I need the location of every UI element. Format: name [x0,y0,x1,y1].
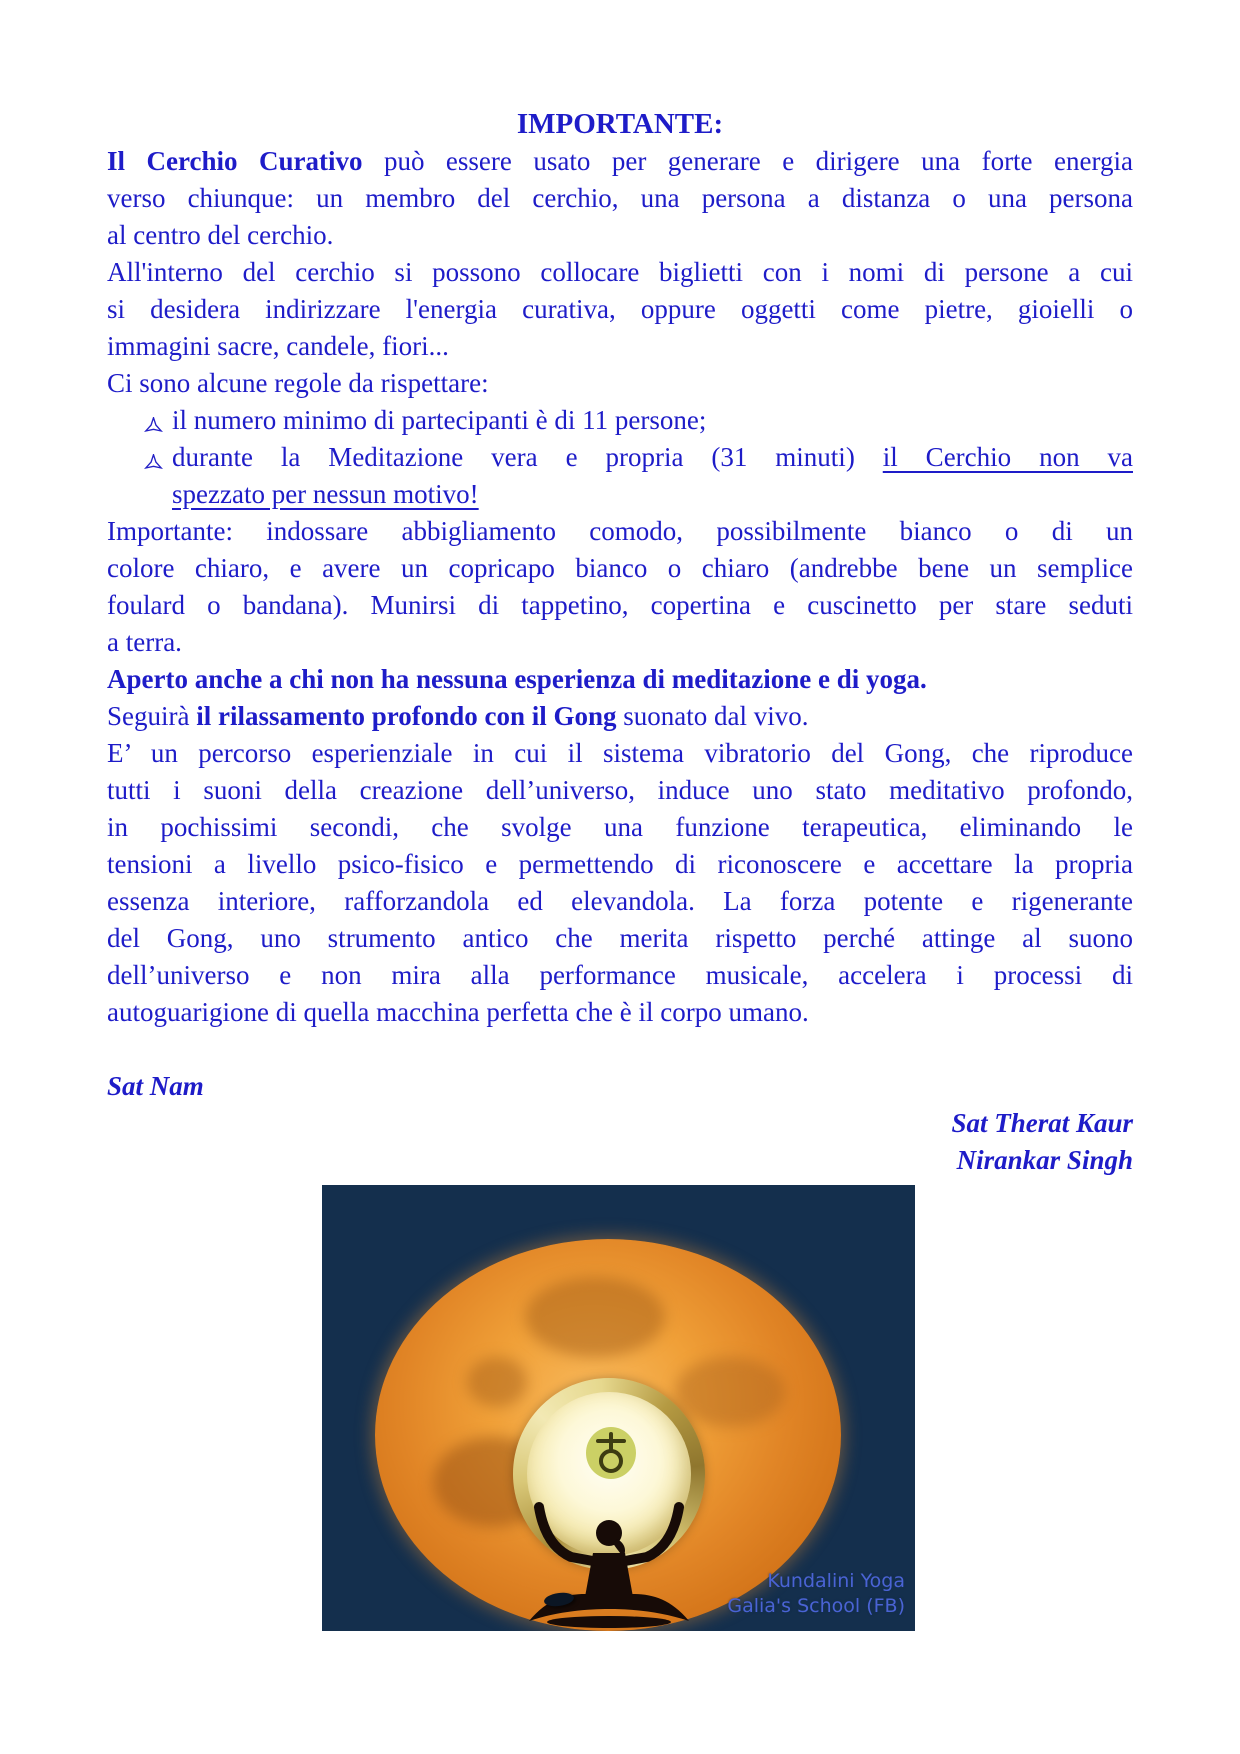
text-segment: tensioni a livello psico-fisico e permettendo di riconoscere e accettare la propria [107,849,1133,879]
text-segment: dell’universo e non mira alla performance musicale, accelera i processi di [107,960,1133,990]
moon-crater [467,1357,527,1407]
text-line [107,772,1133,809]
text-segment: del Gong, uno strumento antico che merita rispetto perché attinge al suono [107,923,1133,953]
text-line [107,476,1133,513]
text-segment: Sat Therat Kaur [951,1108,1133,1138]
text-segment: spezzato per nessun motivo! [172,479,479,509]
text-segment: immagini sacre, candele, fiori... [107,331,449,361]
gong-planet-symbol-icon [585,1427,637,1487]
text-segment: Ci sono alcune regole da rispettare: [107,368,489,398]
text-segment: autoguarigione di quella macchina perfetta che è il corpo umano. [107,997,809,1027]
photo-caption [625,1569,905,1619]
text-segment: E’ un percorso esperienziale in cui il sistema vibratorio del Gong, che riproduce [107,738,1133,768]
text-line [107,920,1133,957]
text-line [107,217,1133,254]
three-pointed-star-bullet-icon [144,409,163,428]
text-line [107,180,1133,217]
text-line [107,291,1133,328]
text-segment: foulard o bandana). Munirsi di tappetino, copertina e cuscinetto per stare seduti [107,590,1133,620]
text-line [107,735,1133,772]
text-line [107,624,1133,661]
text-segment: a terra. [107,627,182,657]
text-line [107,143,1133,180]
text-line [107,513,1133,550]
text-segment: il rilassamento profondo con il Gong [196,701,617,731]
text-line [107,328,1133,365]
text-segment: Sat Nam [107,1071,204,1101]
photo-caption-line2: Galia's School (FB) [727,1595,905,1617]
text-line [107,1068,1133,1105]
text-segment: in pochissimi secondi, che svolge una funzione terapeutica, eliminando le [107,812,1133,842]
three-pointed-star-bullet-icon [144,446,163,465]
text-segment: IMPORTANTE: [516,108,724,140]
text-segment: il Cerchio non va [882,442,1133,472]
moon-crater [525,1277,665,1357]
text-line [107,957,1133,994]
text-line [107,809,1133,846]
text-segment: il numero minimo di partecipanti è di 11 persone; [172,405,707,435]
moon-crater [675,1357,785,1427]
text-line [107,994,1133,1031]
text-segment: può essere usato per generare e dirigere una forte energia [362,146,1133,176]
text-line [107,587,1133,624]
text-segment: Il Cerchio Curativo [107,146,363,176]
photo-caption-line1: Kundalini Yoga [767,1570,905,1592]
document-text [107,106,1133,1179]
text-segment: Importante: indossare abbigliamento comodo, possibilmente bianco o di un [107,516,1133,546]
text-segment: suonato dal vivo. [616,701,809,731]
text-segment: essenza interiore, rafforzandola ed elevandola. La forza potente e rigenerante [107,886,1133,916]
moon-gong-photo [322,1185,915,1631]
text-segment: Seguirà [107,701,197,731]
text-segment: All'interno del cerchio si possono collocare biglietti con i nomi di persone a cui [107,257,1133,287]
text-segment: colore chiaro, e avere un copricapo bianco o chiaro (andrebbe bene un semplice [107,553,1133,583]
text-segment: tutti i suoni della creazione dell’universo, induce uno stato meditativo profondo, [107,775,1133,805]
text-segment: al centro del cerchio. [107,220,334,250]
text-line [107,698,1133,735]
text-segment: Nirankar Singh [956,1145,1133,1175]
text-line [107,365,1133,402]
document-heading [107,106,1133,143]
text-line [107,883,1133,920]
text-line [107,1142,1133,1179]
blank-line [107,1031,1133,1068]
text-line [107,402,1133,439]
text-segment: durante la Meditazione vera e propria (31 minuti) [172,442,883,472]
text-segment: si desidera indirizzare l'energia curativa, oppure oggetti come pietre, gioielli o [107,294,1133,324]
text-line [107,846,1133,883]
text-line [107,254,1133,291]
text-segment: verso chiunque: un membro del cerchio, una persona a distanza o una persona [107,183,1133,213]
text-line [107,1105,1133,1142]
text-line [107,439,1133,476]
text-line [107,550,1133,587]
text-line [107,661,1133,698]
text-segment: Aperto anche a chi non ha nessuna esperienza di meditazione e di yoga. [107,664,927,694]
